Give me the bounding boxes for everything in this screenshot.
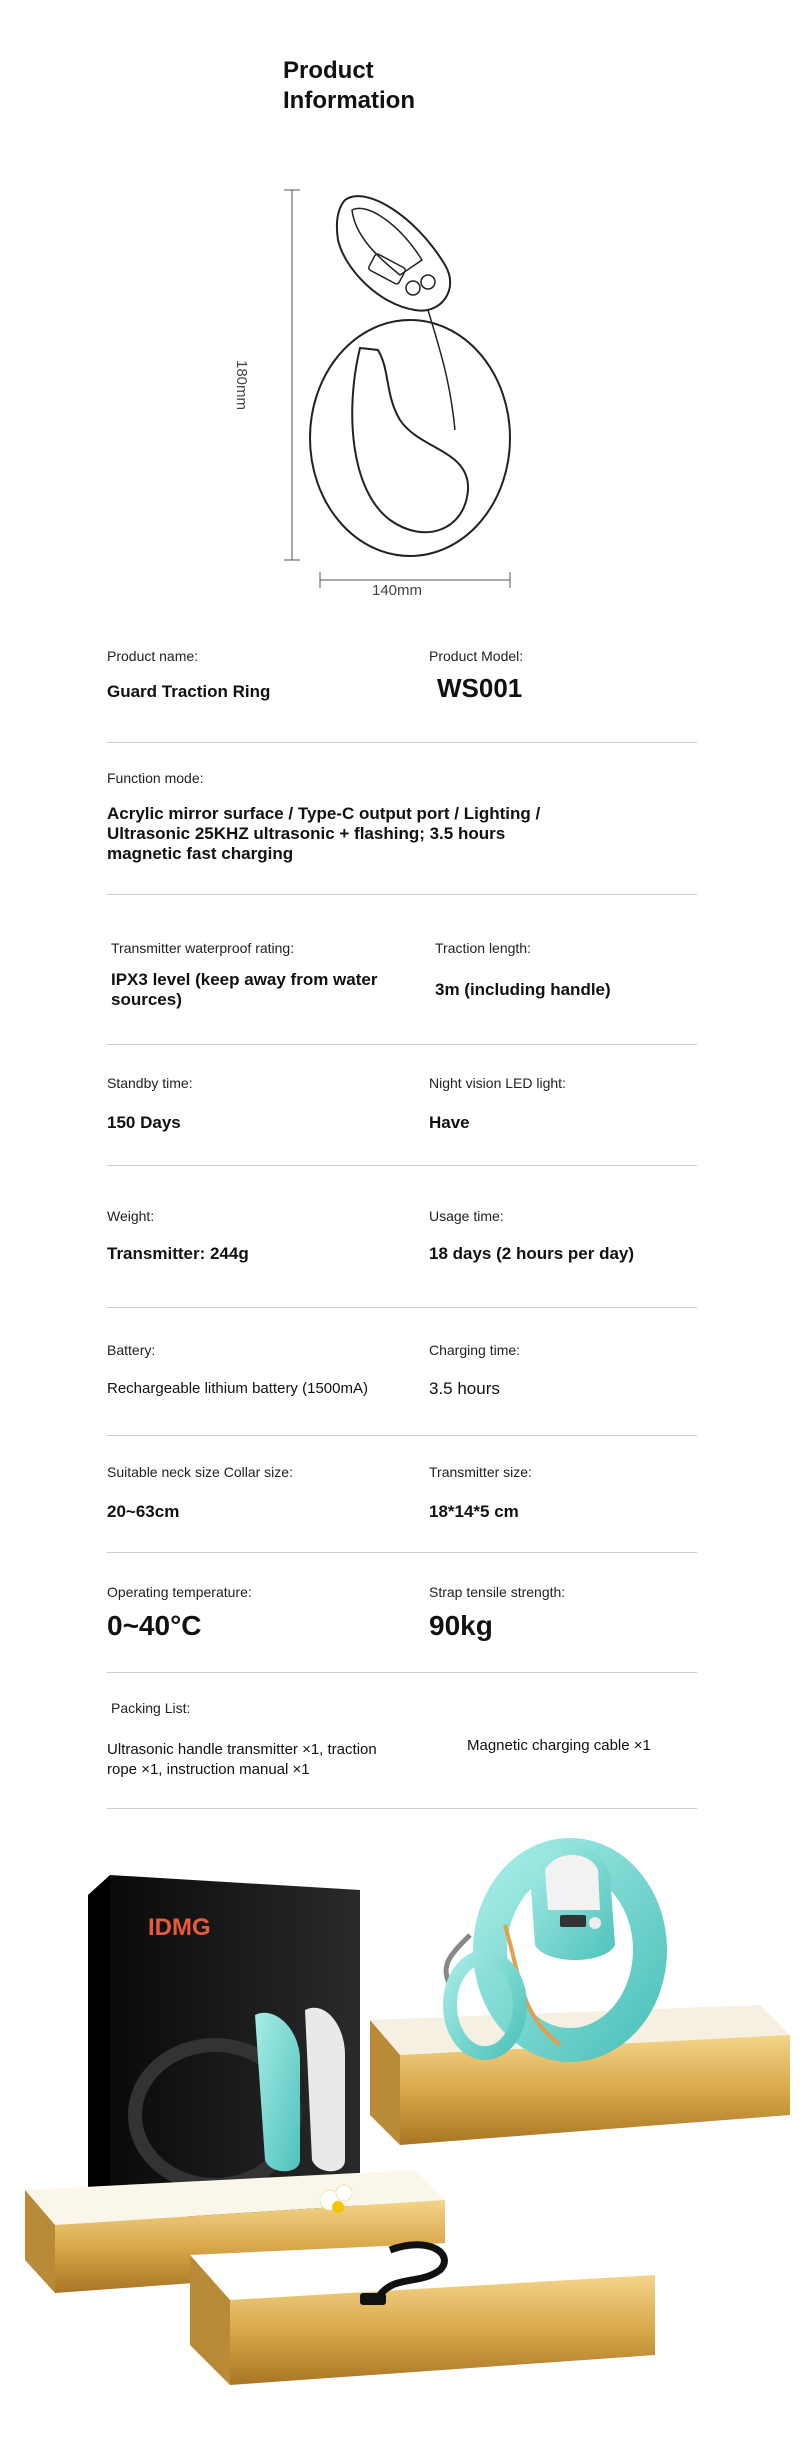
- title-line-1: Product: [283, 57, 374, 84]
- function-mode-value: Acrylic mirror surface / Type-C output port / Lighting / Ultrasonic 25KHZ ultrasonic + flashing; 3.5 hours magnetic fast charging: [107, 804, 541, 863]
- divider: [107, 1044, 697, 1045]
- packing-label: Packing List:: [111, 1700, 191, 1716]
- neck-size-label: Suitable neck size Collar size:: [107, 1464, 293, 1480]
- tensile-value: 90kg: [429, 1610, 493, 1641]
- weight-value: Transmitter: 244g: [107, 1244, 249, 1263]
- usage-value: 18 days (2 hours per day): [429, 1244, 635, 1263]
- divider: [107, 1552, 697, 1553]
- waterproof-label: Transmitter waterproof rating:: [111, 940, 295, 956]
- tensile-label: Strap tensile strength:: [429, 1584, 566, 1600]
- transmitter-size-value: 18*14*5 cm: [429, 1502, 519, 1521]
- waterproof-value: IPX3 level (keep away from water sources): [111, 970, 378, 1009]
- divider: [107, 1435, 697, 1436]
- night-led-value: Have: [429, 1113, 470, 1132]
- box-brand-text: IDMG: [148, 1914, 211, 1941]
- height-dimension-label: 180mm: [233, 360, 250, 411]
- battery-label: Battery:: [107, 1342, 156, 1358]
- pedestal-right: [370, 2005, 790, 2145]
- transmitter-size-label: Transmitter size:: [429, 1464, 532, 1480]
- title-line-2: Information: [283, 87, 415, 114]
- divider: [107, 742, 697, 743]
- night-led-label: Night vision LED light:: [429, 1075, 566, 1091]
- divider: [107, 1307, 697, 1308]
- usage-label: Usage time:: [429, 1208, 504, 1224]
- product-line-drawing: [250, 180, 550, 620]
- product-name-value: Guard Traction Ring: [107, 682, 271, 701]
- product-box: [88, 1875, 360, 2220]
- divider: [107, 1165, 697, 1166]
- divider: [107, 1808, 697, 1809]
- product-model-value: WS001: [437, 673, 523, 703]
- traction-length-label: Traction length:: [435, 940, 531, 956]
- battery-value: Rechargeable lithium battery (1500mA): [107, 1380, 368, 1397]
- temperature-value: 0~40°C: [107, 1610, 202, 1641]
- charging-label: Charging time:: [429, 1342, 521, 1358]
- divider: [107, 894, 697, 895]
- charging-value: 3.5 hours: [429, 1379, 500, 1398]
- product-name-label: Product name:: [107, 648, 199, 664]
- product-photo: [0, 1815, 800, 2440]
- neck-size-value: 20~63cm: [107, 1502, 180, 1521]
- pedestal-front: [190, 2235, 655, 2385]
- weight-label: Weight:: [107, 1208, 155, 1224]
- standby-value: 150 Days: [107, 1113, 181, 1132]
- page-title: [283, 56, 415, 116]
- function-mode-label: Function mode:: [107, 770, 204, 786]
- temperature-label: Operating temperature:: [107, 1584, 252, 1600]
- width-dimension-label: 140mm: [372, 582, 423, 599]
- packing-item-2: Magnetic charging cable ×1: [467, 1737, 651, 1754]
- divider: [107, 1672, 697, 1673]
- traction-length-value: 3m (including handle): [435, 980, 611, 999]
- packing-item-1: Ultrasonic handle transmitter ×1, traction rope ×1, instruction manual ×1: [107, 1741, 377, 1778]
- standby-label: Standby time:: [107, 1075, 193, 1091]
- product-model-label: Product Model:: [429, 648, 524, 664]
